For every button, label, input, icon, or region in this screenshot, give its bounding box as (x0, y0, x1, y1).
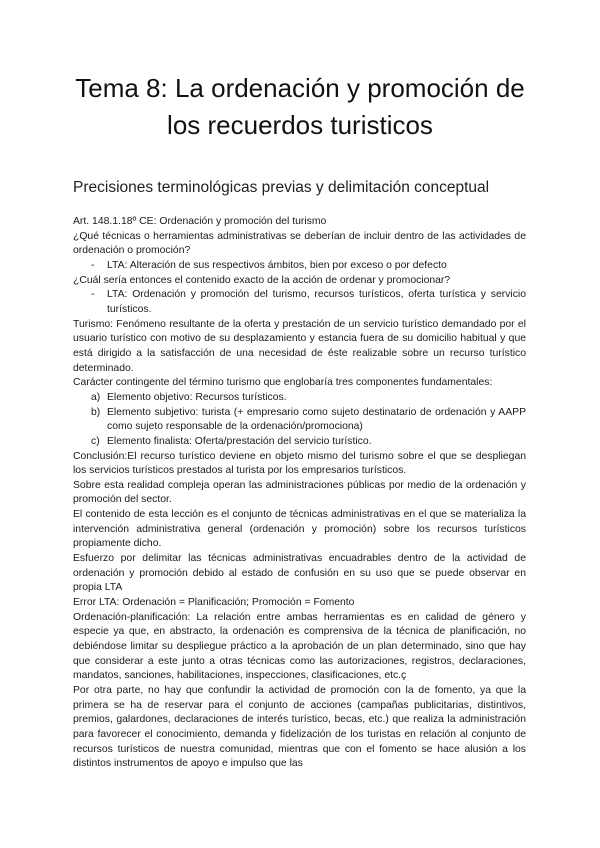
paragraph-error: Error LTA: Ordenación = Planificación; Promoción = Fomento (73, 597, 355, 609)
paragraph-question-2: ¿Cuál sería entonces el contenido exacto de la acción de ordenar y promocionar? (73, 274, 451, 286)
list-item (73, 288, 526, 317)
list-marker: b) (91, 406, 101, 418)
list-item-text: Elemento objetivo: Recursos turísticos. (107, 391, 287, 403)
title-line-1: Tema 8: La ordenación y promoción de (75, 73, 525, 103)
list-item-text: LTA: Ordenación y promoción del turismo, recursos turísticos, oferta turística y servicio turísticos. (107, 289, 526, 315)
title-line-2: los recuerdos turisticos (167, 110, 433, 140)
paragraph-art: Art. 148.1.18º CE: Ordenación y promoción del turismo (73, 216, 327, 227)
list-item (73, 391, 526, 406)
paragraph-ordenacion-planificacion: Ordenación-planificación: La relación entre ambas herramientas es en calidad de género y especie ya que, en abstracto, la ordenación es comprensiva de la técnica de planificación, no debiéndose limitar su despliegue práctico a la aprobación de un plan determinado, sino que hay que considerar a este junto a otras técnicas como las autorizaciones, registros, declaraciones, mandatos, sanciones, habilitaciones, inspecciones, clasificaciones, etc.ç (73, 611, 526, 682)
section-heading: Precisiones terminológicas previas y delimitación conceptual (73, 179, 490, 196)
paragraph-contenido: El contenido de esta lección es el conjunto de técnicas administrativas en el que se materializa la intervención administrativa general (ordenación y promoción) sobre los recursos turísticos propiamente dicho. (73, 509, 526, 550)
paragraph-promocion: Por otra parte, no hay que confundir la actividad de promoción con la de fomento, ya que la primera se ha de reservar para el conjunto de acciones (campañas publicitarias, distintivos, premios, galardones, declaraciones de interés turístico, becas, etc.) que realiza la administración para favorecer el conocimiento, demanda y fidelización de los turistas en relación al conjunto de recursos turísticos de nuestra comunidad, mientras que con el fomento se hace alusión a los distintos instrumentos de apoyo e impulso que las (73, 685, 526, 770)
paragraph-turismo: Turismo: Fenómeno resultante de la oferta y prestación de un servicio turístico demandado por el usuario turístico con motivo de su desplazamiento y estancia fuera de su domicilio habitual y que está dirigido a la satisfacción de una necesidad de éste realizable sobre un recurso turístico determinado. (73, 318, 526, 374)
list-item (73, 259, 526, 274)
paragraph-sobre: Sobre esta realidad compleja operan las administraciones públicas por medio de la ordenación y promoción del sector. (73, 479, 526, 506)
list-marker: c) (91, 435, 100, 447)
dash-bullet: - (91, 259, 95, 271)
list-item-text: Elemento subjetivo: turista (+ empresario como sujeto destinatario de ordenación y AAPP como sujeto responsable de la ordenación/promociona) (107, 406, 526, 433)
list-item-text: Elemento finalista: Oferta/prestación del servicio turístico. (107, 435, 372, 447)
list-item (73, 406, 526, 435)
list-item (73, 435, 526, 450)
paragraph-conclusion: Conclusión:El recurso turístico deviene en objeto mismo del turismo sobre el que se despliegan los servicios turísticos prestados al turista por los empresarios turísticos. (73, 450, 526, 477)
paragraph-esfuerzo: Esfuerzo por delimitar las técnicas administrativas encuadrables dentro de la actividad de ordenación y promoción debido al estado de confusión en su uso que se puede observar en propia LTA (73, 553, 526, 594)
paragraph-question-1: ¿Qué técnicas o herramientas administrativas se deberían de incluir dentro de las actividades de ordenación o promoción? (73, 230, 526, 257)
document-body (73, 215, 526, 772)
paragraph-caracter: Carácter contingente del término turismo que englobaría tres componentes fundamentales: (73, 377, 493, 389)
dash-bullet: - (91, 289, 95, 301)
list-marker: a) (91, 391, 101, 403)
list-item-text: LTA: Alteración de sus respectivos ámbitos, bien por exceso o por defecto (107, 259, 447, 271)
page-title (40, 70, 560, 144)
